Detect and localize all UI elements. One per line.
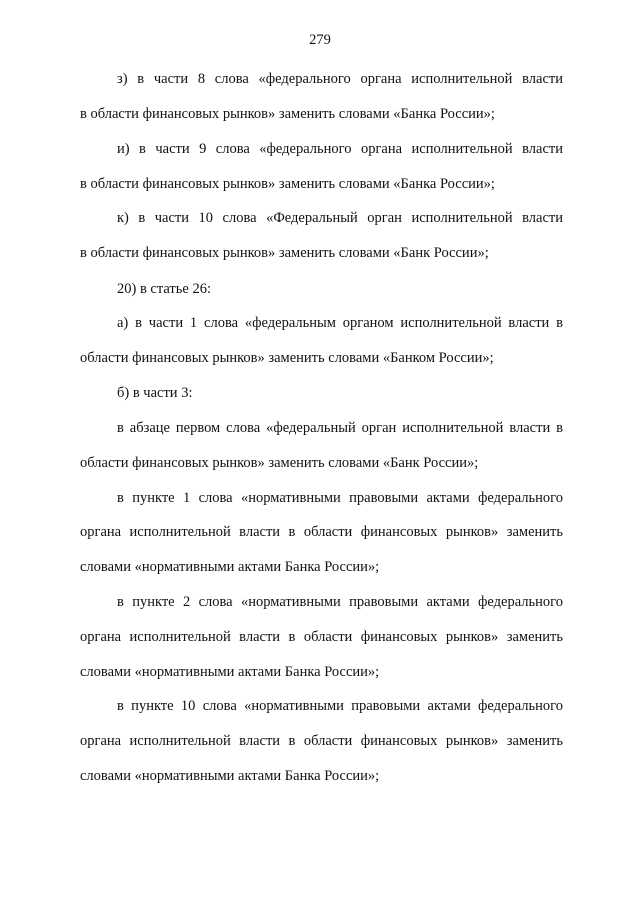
text-line: 20) в статье 26: (117, 281, 211, 297)
text-line: в области финансовых рынков» заменить словами «Банка России»; (80, 176, 495, 192)
text-line: в области финансовых рынков» заменить словами «Банк России»; (80, 245, 489, 261)
text-line: в абзаце первом слова «федеральный орган исполнительной власти в (117, 420, 563, 436)
text-line: з) в части 8 слова «федерального органа исполнительной власти (117, 71, 563, 87)
text-line: словами «нормативными актами Банка России»; (80, 664, 380, 680)
text-line: словами «нормативными актами Банка России»; (80, 559, 380, 575)
text-line: области финансовых рынков» заменить словами «Банк России»; (80, 455, 479, 471)
text-line: а) в части 1 слова «федеральным органом исполнительной власти в (117, 315, 563, 331)
text-line: в пункте 2 слова «нормативными правовыми актами федерального (117, 594, 563, 610)
page-number: 279 (309, 32, 331, 48)
text-line: в пункте 10 слова «нормативными правовыми актами федерального (117, 698, 563, 714)
text-line: и) в части 9 слова «федерального органа исполнительной власти (117, 141, 563, 157)
text-line: органа исполнительной власти в области финансовых рынков» заменить (80, 733, 563, 749)
text-line: органа исполнительной власти в области финансовых рынков» заменить (80, 629, 563, 645)
text-line: области финансовых рынков» заменить словами «Банком России»; (80, 350, 494, 366)
text-line: б) в части 3: (117, 385, 193, 401)
text-line: к) в части 10 слова «Федеральный орган исполнительной власти (117, 210, 563, 226)
text-line: словами «нормативными актами Банка России»; (80, 768, 380, 784)
text-line: в пункте 1 слова «нормативными правовыми актами федерального (117, 490, 563, 506)
text-line: в области финансовых рынков» заменить словами «Банка России»; (80, 106, 495, 122)
text-line: органа исполнительной власти в области финансовых рынков» заменить (80, 524, 563, 540)
